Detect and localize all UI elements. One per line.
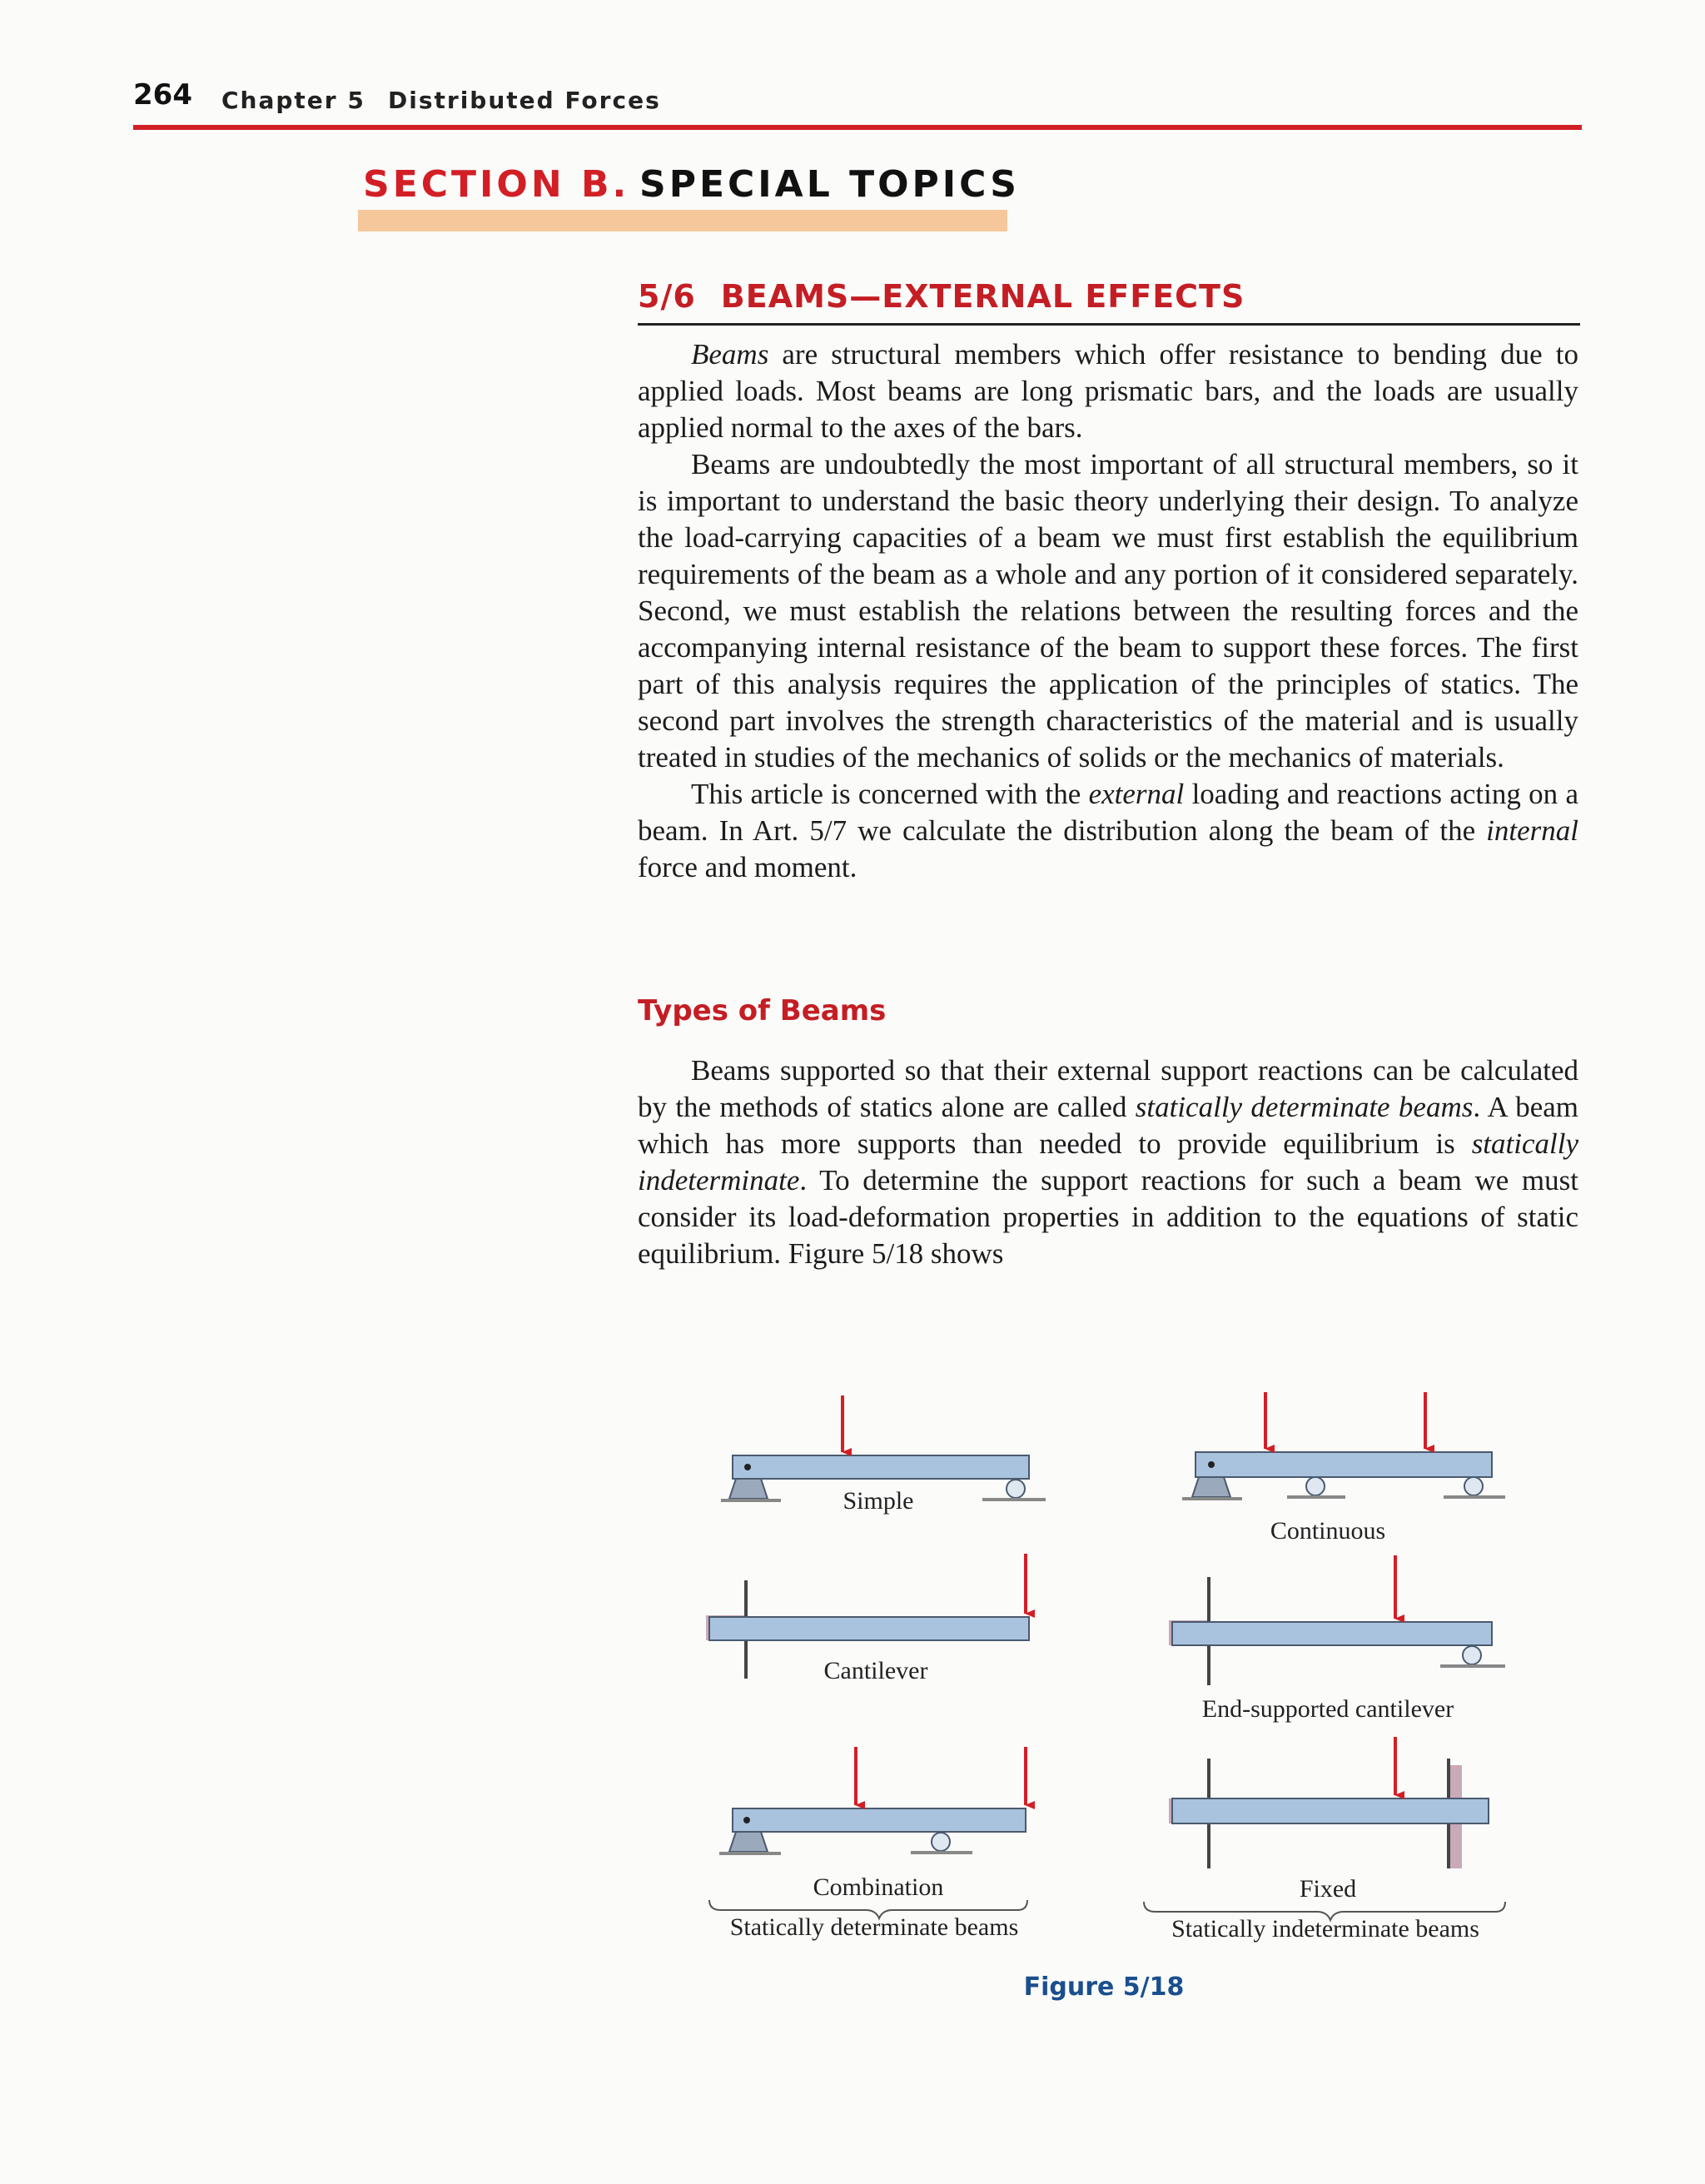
pin-dot [1208,1461,1215,1468]
ground [1182,1497,1242,1500]
section-name: SPECIAL TOPICS [639,163,1020,206]
label-simple: Simple [843,1487,914,1515]
wall [1169,1620,1209,1645]
label-continuous: Continuous [1270,1517,1386,1545]
end-supported-cantilever-diagram [1169,1555,1505,1723]
paragraph-1 [638,336,1578,446]
subsection-italic-2: statically indeterminate [638,1127,1578,1196]
ground [1444,1495,1505,1499]
ground [911,1851,972,1854]
roller-support [1306,1477,1325,1495]
paragraph-3-part-1: This article is concerned with the [691,778,1089,810]
running-header [133,78,1582,125]
wall [706,1615,746,1640]
combination-beam-diagram [719,1747,1026,1901]
figure-caption: Figure 5/18 [1023,1973,1185,2002]
pin-support [729,1479,768,1499]
chapter-title: Distributed Forces [388,87,661,114]
paragraph-3-part-3: force and moment. [638,851,857,883]
chapter-label: Chapter 5 [221,87,365,114]
simple-beam-diagram [721,1395,1046,1515]
label-end-supported: End-supported cantilever [1201,1695,1454,1723]
subsection-paragraph [638,1052,1578,1272]
label-fixed: Fixed [1299,1875,1357,1903]
article-rule [638,323,1580,326]
article-heading [638,278,1245,315]
article-number: 5/6 [638,278,696,315]
group-determinate: Statically determinate beams [729,1913,1019,1941]
article-title: BEAMS—EXTERNAL EFFECTS [720,278,1245,315]
paragraph-3-italic-2: internal [1486,814,1578,847]
ground [1287,1495,1345,1499]
header-rule [133,125,1582,130]
pin-support [729,1832,768,1852]
section-highlight-band [358,210,1007,231]
ground [721,1499,781,1502]
wall-left [1169,1798,1209,1823]
brace-indeterminate [1144,1902,1505,1920]
pin-support [1192,1477,1230,1497]
cantilever-beam-diagram [706,1554,1029,1684]
paragraph-3-italic-1: external [1088,778,1185,810]
cantilever-beam [709,1617,1029,1640]
page-number: 264 [133,78,192,112]
subsection-heading: Types of Beams [638,994,887,1027]
roller-support [932,1833,950,1851]
fixed-beam [1172,1798,1489,1823]
brace-determinate [709,1900,1027,1918]
pin-dot [744,1464,751,1470]
paragraph-1-text: are structural members which offer resistance to bending due to applied loads. Most beams are long prismatic bars, and the loads are usually applied normal to the axes of the bars. [638,338,1578,444]
roller-support [1007,1480,1025,1498]
subsection-part-2: . A beam which has more supports than needed to provide equilibrium is [638,1091,1578,1160]
paragraph-3-part-2: loading and reactions acting on a beam. In Art. 5/7 we calculate the distribution along the beam of the [638,778,1578,847]
subsection-body [638,1052,1578,1272]
continuous-beam-diagram [1182,1392,1505,1545]
end-supported-beam [1172,1622,1492,1645]
subsection-part-3: . To determine the support reactions for such a beam we must consider its load-deformation properties in addition to the equations of static equilibrium. Figure 5/18 shows [638,1164,1578,1270]
simple-beam [733,1455,1029,1479]
group-indeterminate: Statically indeterminate beams [1171,1915,1479,1943]
ground [1440,1664,1505,1668]
paragraph-3 [638,776,1578,886]
subsection-italic-1: statically determinate beams [1135,1091,1474,1123]
continuous-beam [1195,1452,1492,1477]
paragraph-1-italic: Beams [691,338,769,371]
wall-right [1449,1765,1462,1868]
pin-dot [743,1817,750,1823]
roller-support [1463,1646,1481,1664]
paragraph-2: Beams are undoubtedly the most important of all structural members, so it is important to understand the basic theory underlying their design. To analyze the load-carrying capacities of a beam we must first establish the equilibrium requirements of the beam as a whole and any portion of it considered separately. Second, we must establish the relations between the resulting forces and the accompanying internal resistance of the beam to support these forces. The first part of this analysis requires the application of the principles of statics. The second part involves the strength characteristics of the material and is usually treated in studies of the mechanics of solids or the mechanics of materials. [638,448,1578,774]
ground [982,1498,1046,1501]
subsection-part-1: Beams supported so that their external support reactions can be calculated by the methods of statics alone are called [638,1054,1578,1123]
fixed-beam-diagram [1169,1737,1489,1903]
article-body [638,336,1578,886]
label-cantilever: Cantilever [823,1657,928,1684]
combination-beam [733,1808,1026,1832]
ground [719,1852,781,1855]
roller-support [1464,1477,1483,1495]
section-label: SECTION B. [363,163,630,206]
label-combination: Combination [813,1873,944,1901]
